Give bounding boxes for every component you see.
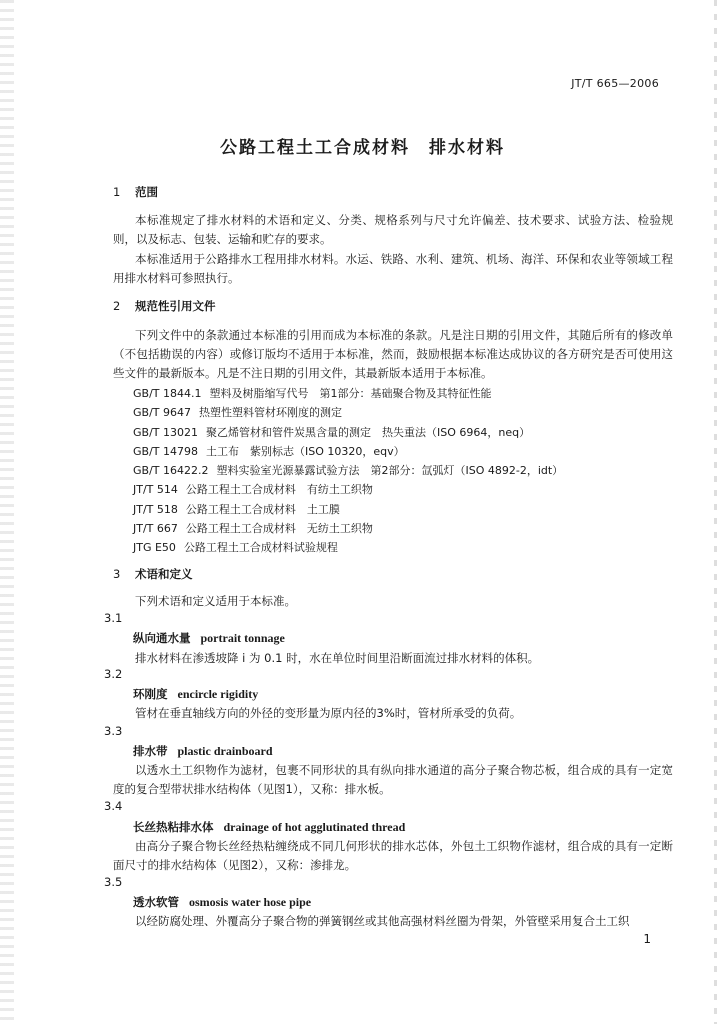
section-title: 术语和定义 <box>135 567 193 581</box>
document-title: 公路工程土工合成材料 排水材料 <box>220 138 505 158</box>
section-3-intro: 下列术语和定义适用于本标准。 <box>135 594 296 608</box>
term-definition: 以经防腐处理、外覆高分子聚合物的弹簧钢丝或其他高强材料丝圈为骨架，外管壁采用复合土工织 <box>135 914 630 928</box>
section-number: 1 <box>113 185 121 199</box>
clause-number: 3.1 <box>104 611 123 625</box>
reference-item: GB/T 14798 土工布 紫别标志（ISO 10320，eqv） <box>133 444 405 458</box>
section-1-heading <box>113 184 158 200</box>
section-1-paragraph-1: 本标准规定了排水材料的术语和定义、分类、规格系列与尺寸允许偏差、技术要求、试验方法、检验规则，以及标志、包装、运输和贮存的要求。 <box>113 213 673 246</box>
reference-item: JT/T 514 公路工程土工合成材料 有纺土工织物 <box>133 483 373 497</box>
standard-number: JT/T 665—2006 <box>571 77 659 90</box>
section-2-heading <box>113 298 216 314</box>
reference-item: GB/T 1844.1 塑料及树脂缩写代号 第1部分：基础聚合物及其特征性能 <box>133 387 492 400</box>
normative-reference-list <box>133 384 563 558</box>
page-number: 1 <box>643 932 651 946</box>
term-heading: 排水带 plastic drainboard <box>133 744 273 758</box>
reference-item: GB/T 16422.2 塑料实验室光源暴露试验方法 第2部分：氙弧灯（ISO 4892-2，idt） <box>133 464 564 478</box>
section-number: 2 <box>113 299 121 313</box>
reference-item: JTG E50 公路工程土工合成材料试验规程 <box>133 541 338 555</box>
term-heading: 纵向通水量 portrait tonnage <box>133 631 285 645</box>
term-heading: 环刚度 encircle rigidity <box>133 687 259 701</box>
section-2-paragraph: 下列文件中的条款通过本标准的引用而成为本标准的条款。凡是注日期的引用文件，其随后所有的修改单（不包括勘误的内容）或修订版均不适用于本标准，然而，鼓励根据本标准达成协议的各方研究是否可使用这些文件的最新版本。凡是不注日期的引用文件，其最新版本适用于本标准。 <box>113 328 673 380</box>
section-number: 3 <box>113 567 121 581</box>
reference-item: GB/T 13021 聚乙烯管材和管件炭黑含量的测定 热失重法（ISO 6964，neq） <box>133 425 531 439</box>
clause-number: 3.5 <box>104 875 123 889</box>
term-definition: 以透水土工织物作为滤材，包裹不同形状的具有纵向排水通道的高分子聚合物芯板，组合成的具有一定宽度的复合型带状排水结构体（见图1），又称：排水板。 <box>113 763 673 796</box>
term-heading: 长丝热粘排水体 drainage of hot agglutinated thread <box>133 820 406 834</box>
clause-number: 3.2 <box>104 667 123 681</box>
reference-item: GB/T 9647 热塑性塑料管材环刚度的测定 <box>133 406 342 420</box>
section-1-paragraph-2: 本标准适用于公路排水工程用排水材料。水运、铁路、水利、建筑、机场、海洋、环保和农业等领域工程用排水材料可参照执行。 <box>113 252 673 285</box>
section-title: 范围 <box>135 185 158 199</box>
term-heading: 透水软管 osmosis water hose pipe <box>133 895 312 909</box>
section-title: 规范性引用文件 <box>135 299 216 313</box>
reference-item: JT/T 518 公路工程土工合成材料 土工膜 <box>133 502 340 516</box>
term-definition: 管材在垂直轴线方向的外径的变形量为原内径的3%时，管材所承受的负荷。 <box>135 706 522 720</box>
clause-number: 3.3 <box>104 724 123 738</box>
term-definition: 排水材料在渗透坡降 i 为 0.1 时，水在单位时间里沿断面流过排水材料的体积。 <box>135 651 540 665</box>
clause-number: 3.4 <box>104 799 123 813</box>
term-definition: 由高分子聚合物长丝经热粘缠绕成不同几何形状的排水芯体，外包土工织物作滤材，组合成的具有一定断面尺寸的排水结构体（见图2），又称：渗排龙。 <box>113 839 673 872</box>
section-3-heading <box>113 566 193 582</box>
reference-item: JT/T 667 公路工程土工合成材料 无纺土工织物 <box>133 522 373 536</box>
